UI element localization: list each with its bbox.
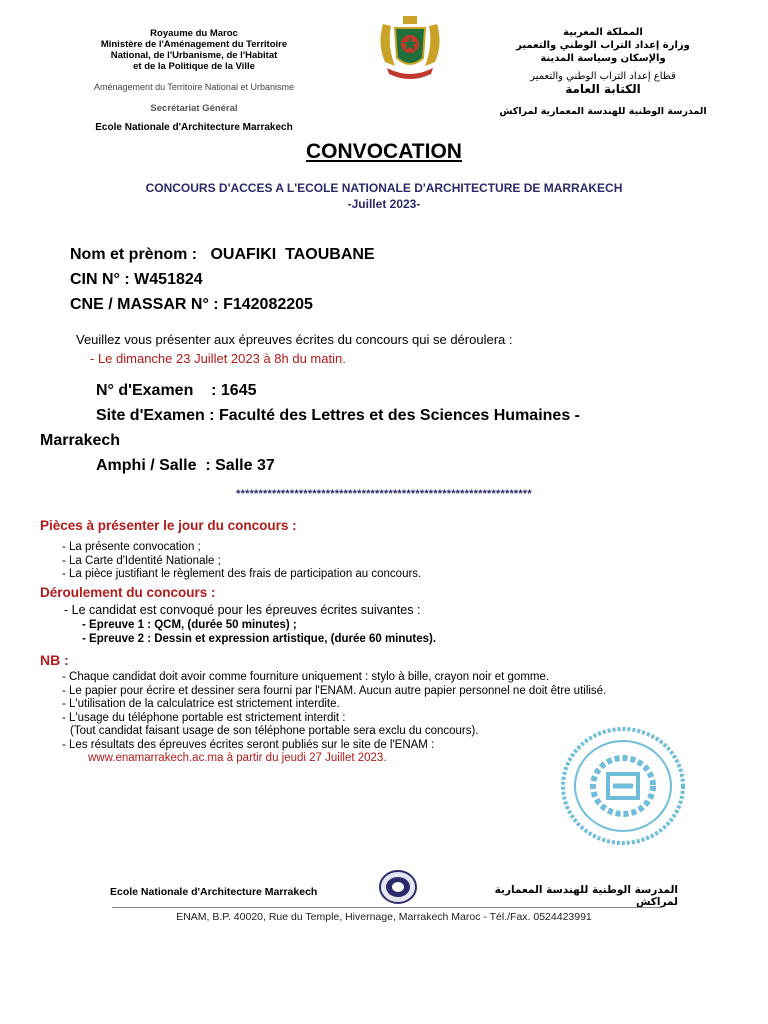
concours-heading <box>0 180 768 212</box>
header-ar-line: المملكة المغربية <box>563 27 643 38</box>
list-item: - Chaque candidat doit avoir comme fourniture uniquement : stylo à bille, crayon noir et gomme. <box>62 671 550 683</box>
header-arabic <box>478 26 728 118</box>
candidate-cin: CIN N° : W451824 <box>70 271 203 288</box>
deroulement-intro: - Le candidat est convoqué pour les épreuves écrites suivantes : <box>64 603 421 617</box>
list-item: - La Carte d'Identité Nationale ; <box>62 554 221 567</box>
header-fr-line: National, de l'Urbanisme, de l'Habitat <box>110 50 278 61</box>
exam-site: Site d'Examen : Faculté des Lettres et des Sciences Humaines - <box>96 407 580 424</box>
header-ar-line: وزارة إعداد التراب الوطني والتعمير <box>516 40 690 51</box>
header-fr-line: Ministère de l'Aménagement du Territoire <box>100 39 288 50</box>
convocation-text-block <box>76 330 512 368</box>
exam-room: Amphi / Salle : Salle 37 <box>96 457 275 474</box>
footer-address: ENAM, B.P. 40020, Rue du Temple, Hivernage, Marrakech Maroc - Tél./Fax. 0524423991 <box>176 911 592 923</box>
header-ar-school: المدرسة الوطنية للهندسة المعمارية لمراكش <box>499 106 707 117</box>
list-item: - L'utilisation de la calculatrice est strictement interdite. <box>62 698 340 710</box>
candidate-cne: CNE / MASSAR N° : F142082205 <box>70 296 313 313</box>
list-item: - Le papier pour écrire et dessiner sera fourni par l'ENAM. Aucun autre papier personnel ne doit être utilisé. <box>62 684 607 697</box>
deroulement-title: Déroulement du concours : <box>40 585 216 600</box>
list-item: - La pièce justifiant le règlement des frais de participation au concours. <box>62 568 422 580</box>
header-fr-line: et de la Politique de la Ville <box>133 61 255 72</box>
school-stamp-icon <box>558 724 688 848</box>
concours-date: -Juillet 2023- <box>347 197 421 211</box>
exam-site-city: Marrakech <box>40 432 121 449</box>
header-fr-school: Ecole Nationale d'Architecture Marrakech <box>95 122 293 133</box>
header-fr-line: Royaume du Maroc <box>150 28 238 39</box>
list-item: - Epreuve 2 : Dessin et expression artistique, (durée 60 minutes). <box>82 632 437 645</box>
list-item: - Epreuve 1 : QCM, (durée 50 minutes) ; <box>82 619 297 631</box>
separator: ****************************************************************** <box>236 488 532 500</box>
exam-date: - Le dimanche 23 Juillet 2023 à 8h du matin. <box>90 351 346 366</box>
deroulement-list <box>82 619 436 646</box>
concours-line: CONCOURS D'ACCES A L'ECOLE NATIONALE D'ARCHITECTURE DE MARRAKECH <box>145 181 623 195</box>
candidate-info <box>70 242 375 317</box>
convocation-text: Veuillez vous présenter aux épreuves écrites du concours qui se déroulera : <box>76 332 513 347</box>
footer-school-ar: المدرسة الوطنية للهندسة المعمارية لمراكش <box>494 884 678 908</box>
list-item: (Tout candidat faisant usage de son téléphone portable sera exclu du concours). <box>70 725 479 737</box>
list-item: - Les résultats des épreuves écrites seront publiés sur le site de l'ENAM : <box>62 738 435 751</box>
nb-title: NB : <box>40 652 69 668</box>
results-website: www.enamarrakech.ac.ma à partir du jeudi 27 Juillet 2023. <box>88 752 387 764</box>
list-item: - L'usage du téléphone portable est strictement interdit : <box>62 711 346 724</box>
candidate-name: Nom et prènom : OUAFIKI TAOUBANE <box>70 246 375 263</box>
footer-divider <box>112 907 660 908</box>
header-ar-line: والإسكان وسياسة المدينة <box>540 53 666 64</box>
pieces-list <box>62 541 421 582</box>
footer-school-fr: Ecole Nationale d'Architecture Marrakech <box>110 886 318 898</box>
exam-info <box>40 378 720 478</box>
list-item: - La présente convocation ; <box>62 541 201 553</box>
enam-logo-icon <box>378 869 418 905</box>
page-title: CONVOCATION <box>306 140 462 163</box>
exam-number: N° d'Examen : 1645 <box>96 382 257 399</box>
pieces-title: Pièces à présenter le jour du concours : <box>40 518 297 533</box>
header-ar-secretariat: الكتابة العامة <box>565 82 641 96</box>
header-french <box>58 28 330 133</box>
header-fr-department: Aménagement du Territoire National et Urbanisme <box>94 82 294 92</box>
header-fr-secretariat: Secrétariat Général <box>150 103 238 114</box>
header-ar-sector: قطاع إعداد التراب الوطني والتعمير <box>530 71 676 82</box>
coat-of-arms-icon <box>365 14 455 84</box>
